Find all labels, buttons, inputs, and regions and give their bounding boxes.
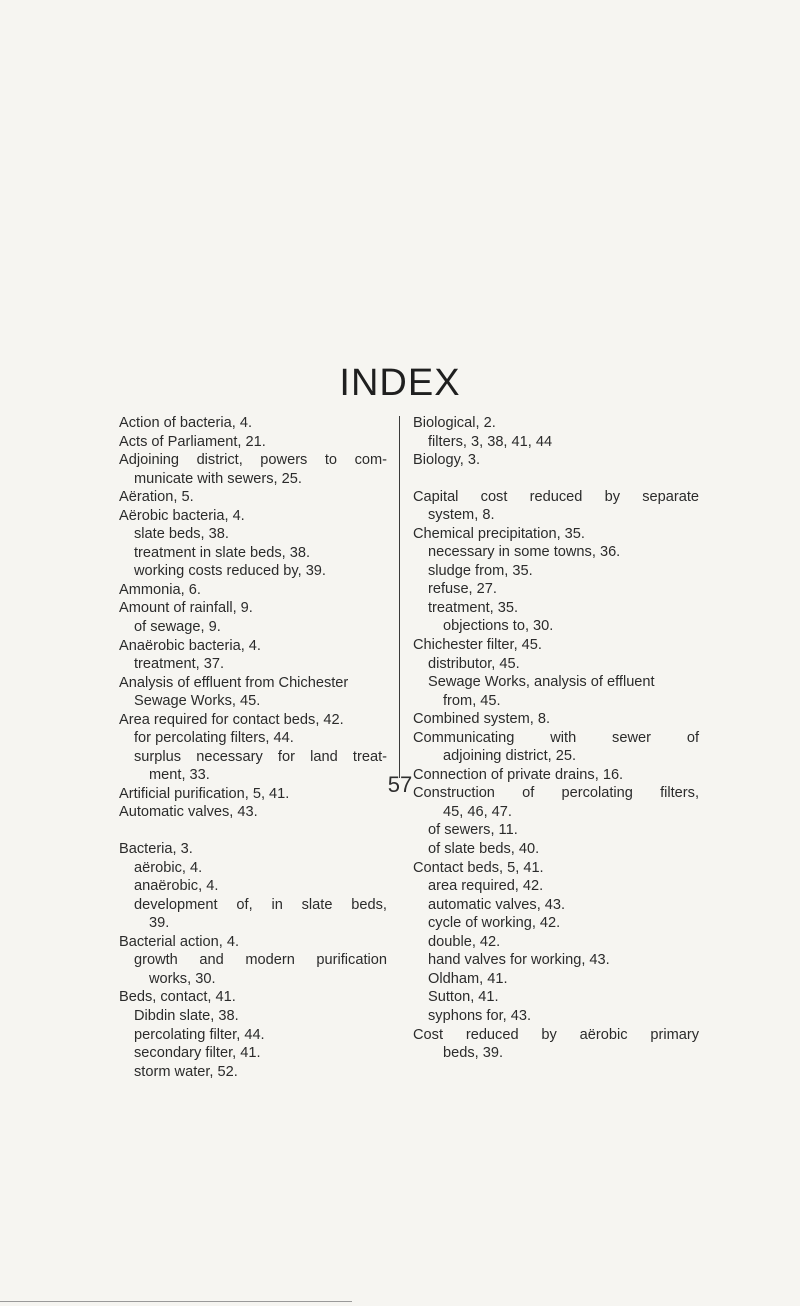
index-subentry: of slate beds, 40.: [428, 841, 540, 858]
index-subentry: hand valves for working, 43.: [428, 952, 610, 969]
index-column-left: [119, 414, 387, 1081]
index-subentry: from, 45.: [443, 692, 501, 709]
index-subentry: works, 30.: [149, 970, 216, 987]
index-subentry: development of, in slate beds,: [134, 896, 387, 913]
index-entry: Action of bacteria, 4.: [119, 415, 253, 431]
index-entry: Cost reduced by aërobic primary: [413, 1026, 699, 1043]
index-subentry: sludge from, 35.: [428, 562, 533, 579]
index-entry: Construction of percolating filters,: [413, 785, 699, 802]
index-subentry: cycle of working, 42.: [428, 915, 561, 932]
index-subentry: municate with sewers, 25.: [134, 470, 302, 487]
index-subentry: system, 8.: [428, 507, 495, 524]
index-entry: Amount of rainfall, 9.: [119, 600, 253, 617]
index-entry: Bacterial action, 4.: [119, 933, 240, 950]
index-entry: Beds, contact, 41.: [119, 989, 236, 1006]
index-subentry: treatment, 37.: [134, 656, 225, 673]
index-subentry: Oldham, 41.: [428, 970, 508, 987]
index-entry: Aërobic bacteria, 4.: [119, 507, 245, 524]
index-entry: Biological, 2.: [413, 415, 496, 431]
index-entry: Combined system, 8.: [413, 711, 551, 728]
index-subentry: aërobic, 4.: [134, 859, 203, 876]
index-entry: Chichester filter, 45.: [413, 637, 542, 654]
index-subentry: refuse, 27.: [428, 581, 497, 598]
index-entry: Automatic valves, 43.: [119, 804, 258, 821]
index-subentry: distributor, 45.: [428, 655, 520, 672]
scan-edge-line: [0, 1301, 352, 1302]
index-entry: Acts of Parliament, 21.: [119, 433, 266, 450]
index-subentry: Sewage Works, 45.: [134, 693, 261, 710]
page-number: 57: [387, 772, 413, 797]
index-subentry: surplus necessary for land treat-: [134, 748, 387, 765]
index-entry: Communicating with sewer of: [413, 729, 699, 746]
index-entry: Analysis of effluent from Chichester: [119, 674, 349, 691]
index-entry: Chemical precipitation, 35.: [413, 525, 585, 542]
index-subentry: objections to, 30.: [443, 618, 554, 635]
index-subentry: area required, 42.: [428, 878, 544, 895]
index-subentry: secondary filter, 41.: [134, 1045, 261, 1062]
index-subentry: Sewage Works, analysis of effluent: [428, 674, 655, 691]
index-entry: Bacteria, 3.: [119, 841, 193, 858]
index-subentry: filters, 3, 38, 41, 44: [428, 433, 553, 450]
index-entry: Area required for contact beds, 42.: [119, 711, 344, 728]
index-subentry: anaërobic, 4.: [134, 878, 219, 895]
column-divider: [399, 416, 400, 778]
index-subentry: slate beds, 38.: [134, 526, 229, 543]
index-subentry: growth and modern purification: [134, 952, 387, 969]
section-gap: [413, 470, 699, 488]
index-subentry: of sewage, 9.: [134, 619, 221, 636]
index-entry: Contact beds, 5, 41.: [413, 859, 544, 876]
index-subentry: automatic valves, 43.: [428, 896, 566, 913]
index-entry: Ammonia, 6.: [119, 581, 201, 598]
index-subentry: for percolating filters, 44.: [134, 730, 294, 747]
index-entry: Connection of private drains, 16.: [413, 766, 624, 783]
index-subentry: Sutton, 41.: [428, 989, 499, 1006]
index-subentry: working costs reduced by, 39.: [134, 563, 326, 580]
index-subentry: adjoining district, 25.: [443, 748, 577, 765]
section-gap: [119, 822, 387, 840]
index-entry: Aëration, 5.: [119, 489, 194, 506]
index-entry: Artificial purification, 5, 41.: [119, 785, 290, 802]
index-entry: Adjoining district, powers to com-: [119, 452, 387, 469]
index-subentry: double, 42.: [428, 933, 501, 950]
index-subentry: treatment, 35.: [428, 599, 519, 616]
index-entry: Capital cost reduced by separate: [413, 488, 699, 505]
index-subentry: beds, 39.: [443, 1045, 504, 1062]
index-entry: Anaërobic bacteria, 4.: [119, 637, 261, 654]
index-subentry: necessary in some towns, 36.: [428, 544, 621, 561]
index-entry: Biology, 3.: [413, 452, 481, 469]
index-subentry: Dibdin slate, 38.: [134, 1007, 239, 1024]
page-title: INDEX: [339, 362, 461, 404]
index-subentry: 45, 46, 47.: [443, 803, 512, 820]
index-subentry: of sewers, 11.: [428, 822, 518, 839]
index-subentry: ment, 33.: [149, 767, 210, 784]
index-subentry: storm water, 52.: [134, 1063, 238, 1080]
index-subentry: treatment in slate beds, 38.: [134, 544, 311, 561]
index-subentry: percolating filter, 44.: [134, 1026, 265, 1043]
index-subentry: syphons for, 43.: [428, 1007, 532, 1024]
index-subentry: 39.: [149, 915, 170, 932]
index-column-right: [413, 414, 699, 1063]
